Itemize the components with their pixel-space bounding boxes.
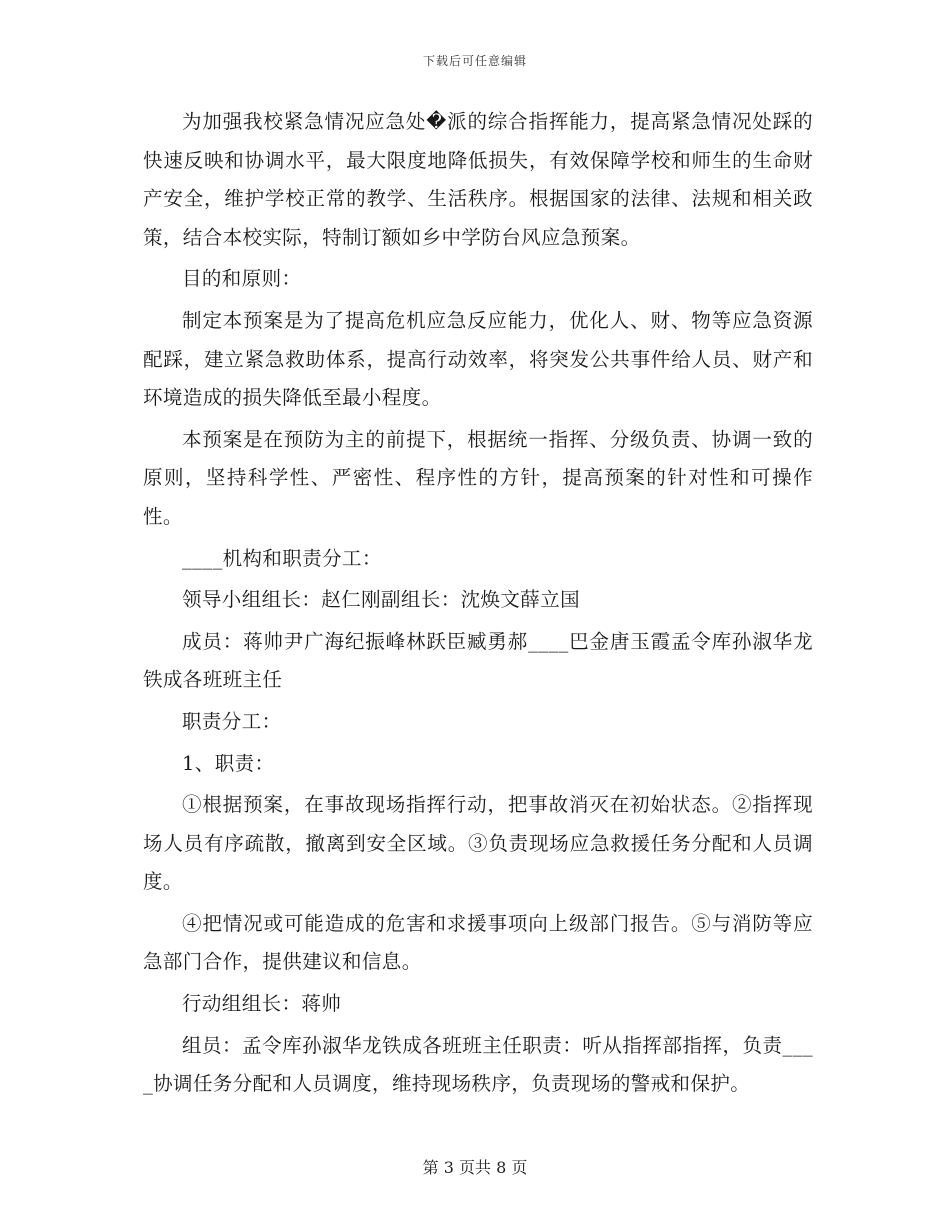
paragraph-action-group-leader: 行动组组长：蒋帅 bbox=[182, 992, 342, 1016]
paragraph-purpose: 制定本预案是为了提高危机应急反应能力，优化人、财、物等应急资源配踩，建立紧急救助体系，提高行动效率，将突发公共事件给人员、财产和环境造成的损失降低至最小程度。 bbox=[143, 308, 813, 410]
paragraph-intro: 为加强我校紧急情况应急处�派的综合指挥能力，提高紧急情况处踩的快速反映和协调水平，最大限度地降低损失，有效保障学校和师生的生命财产安全，维护学校正常的教学、生活秩序。根据国家的法律、法规和相关政策，结合本校实际，特制订额如乡中学防台风应急预案。 bbox=[143, 110, 813, 249]
heading-duties: 1、职责： bbox=[182, 751, 275, 775]
heading-organization: ____机构和职责分工： bbox=[182, 546, 382, 570]
paragraph-leadership: 领导小组组长：赵仁刚副组长：沈焕文薛立国 bbox=[182, 588, 581, 612]
paragraph-duties-2: ④把情况或可能造成的危害和求援事项向上级部门报告。⑤与消防等应急部门合作，提供建议和信息。 bbox=[143, 911, 813, 974]
paragraph-members: 成员：蒋帅尹广海纪振峰林跃臣臧勇郝____巴金唐玉霞孟令库孙淑华龙铁成各班班主任 bbox=[143, 629, 813, 692]
paragraph-duties-1: ①根据预案，在事故现场指挥行动，把事故消灭在初始状态。②指挥现场人员有序疏散，撤离到安全区域。③负责现场应急救援任务分配和人员调度。 bbox=[143, 793, 813, 894]
paragraph-action-group-members: 组员：孟令库孙淑华龙铁成各班班主任职责：听从指挥部指挥，负责____协调任务分配和人员调度，维持现场秩序，负责现场的警戒和保护。 bbox=[143, 1033, 813, 1096]
heading-purpose-principles: 目的和原则： bbox=[182, 267, 302, 291]
paragraph-principles: 本预案是在预防为主的前提下，根据统一指挥、分级负责、协调一致的原则，坚持科学性、严密性、程序性的方针，提高预案的针对性和可操作性。 bbox=[143, 427, 813, 528]
page-header: 下载后可任意编辑 bbox=[422, 54, 527, 68]
document-body bbox=[143, 103, 813, 1107]
heading-duty-division: 职责分工： bbox=[182, 709, 282, 733]
page-footer: 第 3 页共 8 页 bbox=[422, 1158, 528, 1177]
